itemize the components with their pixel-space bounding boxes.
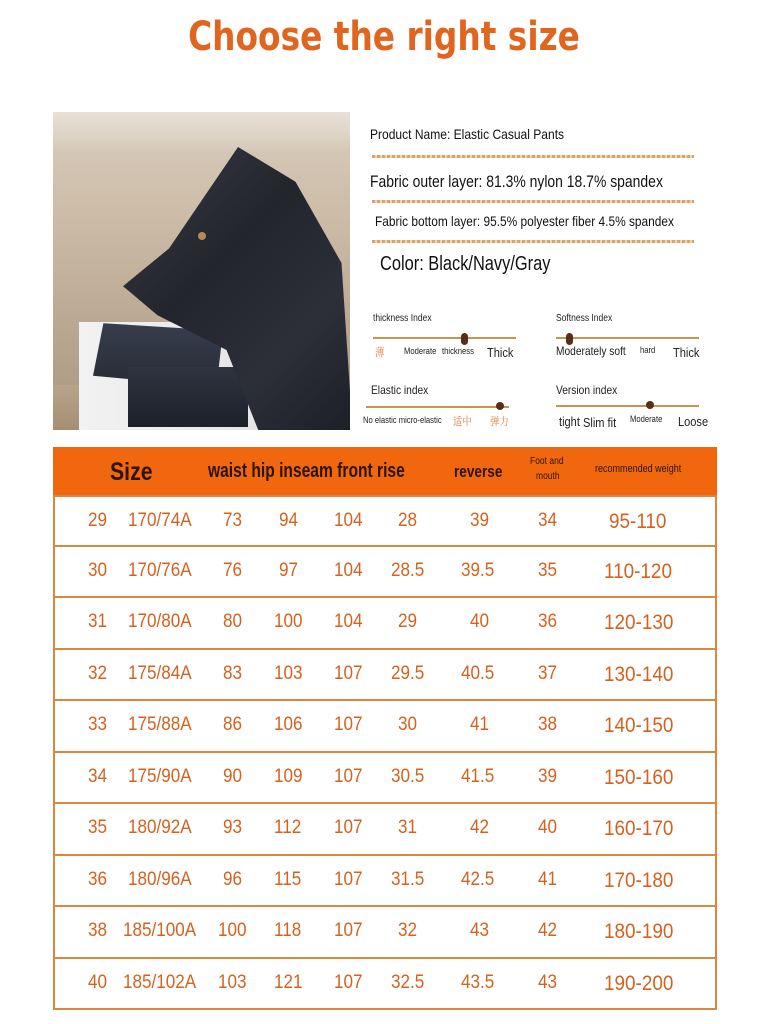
cell-size: 32 <box>88 662 108 684</box>
fabric-bottom: Fabric bottom layer: 95.5% polyester fiber 4.5% spandex <box>375 213 674 229</box>
cell-weight: 110-120 <box>604 559 672 583</box>
cell-weight: 160-170 <box>604 817 674 840</box>
version-index-label: Version index <box>556 383 618 397</box>
cell-reverse: 42.5 <box>461 868 495 890</box>
cell-inseam: 107 <box>334 817 363 838</box>
cell-hip: 115 <box>274 868 302 890</box>
cell-spec: 185/100A <box>123 920 197 941</box>
cell-spec: 170/80A <box>128 611 192 632</box>
wavy-divider <box>372 155 694 158</box>
cell-front-rise: 32.5 <box>391 971 425 993</box>
cell-inseam: 107 <box>334 765 363 787</box>
table-row <box>53 547 717 599</box>
cell-spec: 170/74A <box>128 510 192 531</box>
cell-reverse: 41.5 <box>461 765 495 787</box>
page-title: Choose the right size <box>188 14 580 60</box>
cell-front-rise: 32 <box>398 920 418 941</box>
cell-foot: 36 <box>538 611 558 632</box>
cell-spec: 175/84A <box>128 662 192 684</box>
thickness-index-label: thickness Index <box>373 313 432 324</box>
cell-weight: 150-160 <box>604 765 674 789</box>
table-row <box>53 701 717 753</box>
cell-weight: 180-190 <box>604 920 674 943</box>
cell-hip: 97 <box>279 559 299 581</box>
cell-reverse: 39.5 <box>461 559 495 581</box>
version-tick-tight: tight <box>559 414 580 429</box>
cell-weight: 140-150 <box>604 714 674 737</box>
table-row <box>53 598 717 650</box>
cell-waist: 86 <box>223 714 243 735</box>
photo-wall <box>53 112 350 152</box>
header-size: Size <box>110 458 153 486</box>
table-row <box>53 650 717 702</box>
folded-pants-lower <box>128 367 248 427</box>
cell-size: 34 <box>88 765 108 787</box>
softness-index-label: Softness Index <box>556 313 613 324</box>
version-track <box>556 405 699 407</box>
cell-front-rise: 30.5 <box>391 765 425 787</box>
cell-hip: 106 <box>274 714 303 735</box>
cell-waist: 76 <box>223 559 243 581</box>
elastic-tick-elastic: 弹力 <box>490 416 509 428</box>
cell-foot: 34 <box>538 510 558 531</box>
elastic-track <box>366 406 509 408</box>
cell-reverse: 42 <box>470 817 490 838</box>
product-color: Color: Black/Navy/Gray <box>380 253 551 275</box>
wavy-divider <box>372 200 694 203</box>
header-measures: waist hip inseam front rise <box>208 460 405 482</box>
cell-weight: 170-180 <box>604 868 674 892</box>
wavy-divider <box>372 240 694 243</box>
header-weight: recommended weight <box>595 463 682 475</box>
cell-spec: 180/92A <box>128 817 192 838</box>
table-header <box>53 447 717 495</box>
cell-spec: 180/96A <box>128 868 192 890</box>
version-tick-slim-fit: Slim fit <box>583 415 617 430</box>
cell-size: 36 <box>88 868 108 890</box>
cell-hip: 94 <box>279 510 299 531</box>
cell-inseam: 107 <box>334 920 363 941</box>
cell-weight: 130-140 <box>604 662 674 686</box>
version-tick-moderate: Moderate <box>630 414 663 424</box>
cell-waist: 73 <box>223 510 243 531</box>
thickness-tick-moderate: Moderate <box>404 346 437 356</box>
cell-reverse: 40 <box>470 611 490 632</box>
cell-foot: 35 <box>538 559 558 581</box>
cell-front-rise: 28.5 <box>391 559 425 581</box>
cell-waist: 90 <box>223 765 243 787</box>
cell-foot: 40 <box>538 817 558 838</box>
cell-inseam: 107 <box>334 971 363 993</box>
cell-foot: 39 <box>538 765 558 787</box>
table-row <box>53 495 717 547</box>
thickness-knob <box>461 333 468 345</box>
cell-size: 40 <box>88 971 108 993</box>
cell-foot: 42 <box>538 920 558 941</box>
softness-tick-hard: hard <box>640 345 656 355</box>
header-reverse: reverse <box>454 462 503 481</box>
cell-inseam: 104 <box>334 559 363 581</box>
cell-foot: 37 <box>538 662 558 684</box>
cell-front-rise: 28 <box>398 510 418 531</box>
cell-waist: 93 <box>223 817 243 838</box>
cell-size: 29 <box>88 510 108 531</box>
cell-size: 38 <box>88 920 108 941</box>
table-row <box>53 856 717 908</box>
pants-button <box>198 232 206 240</box>
cell-reverse: 43.5 <box>461 971 495 993</box>
cell-waist: 103 <box>218 971 247 993</box>
cell-hip: 100 <box>274 611 303 632</box>
softness-tick-moderately-soft: Moderately soft <box>556 344 626 358</box>
cell-inseam: 104 <box>334 510 363 531</box>
table-row <box>53 804 717 856</box>
elastic-index-label: Elastic index <box>371 383 429 397</box>
cell-weight: 190-200 <box>604 971 674 995</box>
cell-spec: 175/90A <box>128 765 192 787</box>
elastic-tick-no-micro: No elastic micro-elastic <box>363 415 442 425</box>
cell-hip: 121 <box>274 971 303 993</box>
cell-reverse: 39 <box>470 510 490 531</box>
cell-waist: 80 <box>223 611 243 632</box>
header-foot-line1: Foot and <box>530 456 564 467</box>
cell-waist: 96 <box>223 868 243 890</box>
table-row <box>53 959 717 1011</box>
header-foot-line2: mouth <box>536 471 560 482</box>
cell-spec: 170/76A <box>128 559 192 581</box>
cell-weight: 120-130 <box>604 611 674 634</box>
product-name: Product Name: Elastic Casual Pants <box>370 126 565 142</box>
cell-size: 30 <box>88 559 108 581</box>
cell-front-rise: 30 <box>398 714 418 735</box>
cell-reverse: 41 <box>470 714 490 735</box>
cell-size: 35 <box>88 817 108 838</box>
cell-front-rise: 31.5 <box>391 868 425 890</box>
cell-waist: 83 <box>223 662 243 684</box>
cell-hip: 118 <box>274 920 302 941</box>
product-photo <box>53 112 350 430</box>
cell-reverse: 40.5 <box>461 662 495 684</box>
cell-foot: 38 <box>538 714 558 735</box>
cell-inseam: 107 <box>334 714 363 735</box>
version-knob <box>646 401 654 409</box>
cell-inseam: 107 <box>334 868 363 890</box>
cell-front-rise: 31 <box>398 817 418 838</box>
cell-waist: 100 <box>218 920 247 941</box>
cell-front-rise: 29 <box>398 611 418 632</box>
cell-size: 31 <box>88 611 108 632</box>
softness-tick-thick: Thick <box>673 345 700 360</box>
cell-hip: 103 <box>274 662 303 684</box>
table-row <box>53 753 717 805</box>
thickness-tick-thickness: thickness <box>442 346 474 356</box>
cell-inseam: 104 <box>334 611 363 632</box>
elastic-tick-moderate: 适中 <box>453 416 472 428</box>
cell-reverse: 43 <box>470 920 490 941</box>
cell-size: 33 <box>88 714 108 735</box>
table-row <box>53 907 717 959</box>
thickness-tick-thick: Thick <box>487 345 514 360</box>
fabric-outer: Fabric outer layer: 81.3% nylon 18.7% spandex <box>370 172 663 191</box>
cell-hip: 112 <box>274 817 302 838</box>
cell-front-rise: 29.5 <box>391 662 425 684</box>
thickness-tick-thin: 薄 <box>375 347 385 359</box>
cell-foot: 43 <box>538 971 558 993</box>
cell-spec: 185/102A <box>123 971 197 993</box>
cell-foot: 41 <box>538 868 558 890</box>
cell-spec: 175/88A <box>128 714 192 735</box>
version-tick-loose: Loose <box>678 414 709 429</box>
elastic-knob <box>496 402 504 410</box>
cell-hip: 109 <box>274 765 303 787</box>
thickness-track <box>373 337 516 339</box>
cell-weight: 95-110 <box>609 510 667 533</box>
softness-track <box>556 337 699 339</box>
cell-inseam: 107 <box>334 662 363 684</box>
